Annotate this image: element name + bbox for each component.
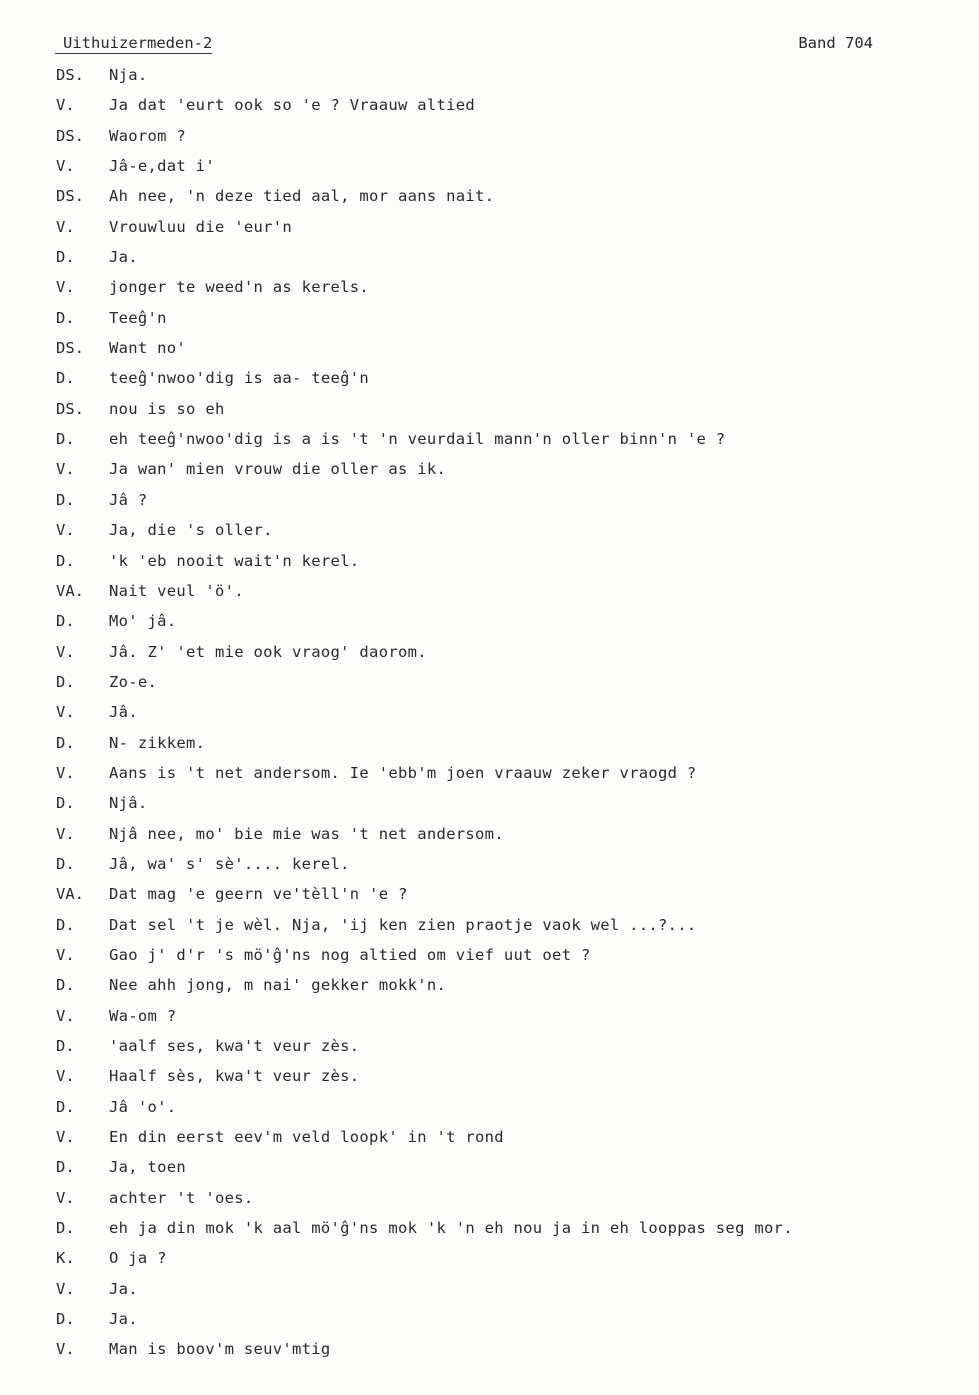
transcript-line (0, 93, 979, 123)
utterance-text: Jâ-e,dat i' (109, 157, 215, 176)
transcript-line (0, 640, 979, 670)
transcript-line (0, 852, 979, 882)
speaker-label: D. (56, 248, 75, 267)
speaker-label: V. (56, 824, 75, 843)
utterance-text: Vrouwluu die 'eur'n (109, 217, 293, 236)
transcript-line (0, 518, 979, 548)
utterance-text: 'k 'eb nooit wait'n kerel. (109, 551, 360, 570)
speaker-label: V. (56, 1128, 75, 1147)
speaker-label: D. (56, 551, 75, 570)
speaker-label: DS. (56, 187, 84, 206)
utterance-text: Ja. (109, 1310, 138, 1329)
utterance-text: Jâ. (109, 703, 138, 722)
transcript-line (0, 306, 979, 336)
utterance-text: Ja. (109, 248, 138, 267)
speaker-label: D. (56, 915, 75, 934)
utterance-text: Njâ. (109, 794, 148, 813)
transcript-line (0, 1155, 979, 1185)
transcript-line (0, 1034, 979, 1064)
speaker-label: DS. (56, 399, 84, 418)
speaker-label: D. (56, 369, 75, 388)
speaker-label: V. (56, 945, 75, 964)
utterance-text: Dat mag 'e geern ve'tèll'n 'e ? (109, 885, 408, 904)
transcript-line (0, 366, 979, 396)
transcript-line (0, 245, 979, 275)
utterance-text: nou is so eh (109, 399, 225, 418)
utterance-text: Mo' jâ. (109, 612, 177, 631)
transcript-line (0, 1337, 979, 1367)
speaker-label: D. (56, 1097, 75, 1116)
transcript-line (0, 1064, 979, 1094)
utterance-text: teeĝ'nwoo'dig is aa- teeĝ'n (109, 369, 370, 388)
transcript-line (0, 154, 979, 184)
utterance-text: Teeĝ'n (109, 308, 167, 327)
speaker-label: V. (56, 157, 75, 176)
transcript-body (0, 63, 979, 1368)
transcript-line (0, 336, 979, 366)
utterance-text: jonger te weed'n as kerels. (109, 278, 370, 297)
utterance-text: Ah nee, 'n deze tied aal, mor aans nait. (109, 187, 495, 206)
speaker-label: V. (56, 1067, 75, 1086)
utterance-text: Zo-e. (109, 672, 158, 691)
utterance-text: O ja ? (109, 1249, 167, 1268)
utterance-text: Njâ nee, mo' bie mie was 't net andersom. (109, 824, 504, 843)
utterance-text: Haalf sès, kwa't veur zès. (109, 1067, 360, 1086)
utterance-text: Waorom ? (109, 126, 187, 145)
utterance-text: Ja dat 'eurt ook so 'e ? Vraauw altied (109, 96, 476, 115)
speaker-label: D. (56, 733, 75, 752)
speaker-label: VA. (56, 581, 84, 600)
transcript-line (0, 427, 979, 457)
transcript-line (0, 184, 979, 214)
transcript-line (0, 397, 979, 427)
transcript-line (0, 913, 979, 943)
transcript-line (0, 973, 979, 1003)
utterance-text: Jâ. Z' 'et mie ook vraog' daorom. (109, 642, 427, 661)
transcript-line (0, 488, 979, 518)
transcript-line (0, 1307, 979, 1337)
transcript-line (0, 791, 979, 821)
transcript-line (0, 822, 979, 852)
transcript-line (0, 700, 979, 730)
transcript-line (0, 1095, 979, 1125)
utterance-text: Jâ ? (109, 490, 148, 509)
utterance-text: Dat sel 't je wèl. Nja, 'ij ken zien praotje vaok wel ...?... (109, 915, 697, 934)
band-number: Band 704 (798, 34, 873, 52)
speaker-label: V. (56, 1340, 75, 1359)
speaker-label: V. (56, 642, 75, 661)
speaker-label: V. (56, 521, 75, 540)
speaker-label: D. (56, 672, 75, 691)
utterance-text: Jâ, wa' s' sè'.... kerel. (109, 854, 350, 873)
transcript-line (0, 882, 979, 912)
utterance-text: En din eerst eev'm veld loopk' in 't rond (109, 1128, 504, 1147)
utterance-text: Man is boov'm seuv'mtig (109, 1340, 331, 1359)
speaker-label: D. (56, 430, 75, 449)
speaker-label: D. (56, 1219, 75, 1238)
speaker-label: D. (56, 854, 75, 873)
transcript-line (0, 124, 979, 154)
speaker-label: D. (56, 1310, 75, 1329)
utterance-text: Nja. (109, 66, 148, 84)
transcript-line (0, 1004, 979, 1034)
utterance-text: Ja wan' mien vrouw die oller as ik. (109, 460, 447, 479)
transcript-line (0, 1125, 979, 1155)
utterance-text: N- zikkem. (109, 733, 206, 752)
transcript-line (0, 579, 979, 609)
transcript-line (0, 549, 979, 579)
utterance-text: eh ja din mok 'k aal mö'ĝ'ns mok 'k 'n eh nou ja in eh looppas seg mor. (109, 1219, 793, 1238)
speaker-label: V. (56, 1188, 75, 1207)
speaker-label: D. (56, 1037, 75, 1055)
transcript-line (0, 943, 979, 973)
utterance-text: Ja. (109, 1279, 138, 1298)
speaker-label: D. (56, 794, 75, 813)
utterance-text: Aans is 't net andersom. Ie 'ebb'm joen vraauw zeker vraogd ? (109, 763, 697, 782)
speaker-label: D. (56, 1158, 75, 1177)
transcript-line (0, 1246, 979, 1276)
utterance-text: Want no' (109, 339, 187, 358)
utterance-text: Wa-om ? (109, 1006, 177, 1025)
speaker-label: V. (56, 278, 75, 297)
utterance-text: eh teeĝ'nwoo'dig is a is 't 'n veurdail mann'n oller binn'n 'e ? (109, 430, 726, 449)
transcript-line (0, 609, 979, 639)
speaker-label: V. (56, 763, 75, 782)
speaker-label: V. (56, 460, 75, 479)
speaker-label: V. (56, 217, 75, 236)
transcript-line (0, 1186, 979, 1216)
transcript-line (0, 457, 979, 487)
transcript-line (0, 1216, 979, 1246)
utterance-text: achter 't 'oes. (109, 1188, 254, 1207)
transcript-line (0, 761, 979, 791)
utterance-text: Nee ahh jong, m nai' gekker mokk'n. (109, 976, 447, 995)
utterance-text: Jâ 'o'. (109, 1097, 177, 1116)
speaker-label: DS. (56, 126, 84, 145)
utterance-text: Ja, die 's oller. (109, 521, 273, 540)
speaker-label: V. (56, 703, 75, 722)
speaker-label: K. (56, 1249, 75, 1268)
utterance-text: Gao j' d'r 's mö'ĝ'ns nog altied om vief uut oet ? (109, 945, 591, 964)
speaker-label: D. (56, 308, 75, 327)
transcript-line (0, 275, 979, 305)
speaker-label: D. (56, 612, 75, 631)
transcript-line (0, 731, 979, 761)
speaker-label: DS. (56, 66, 84, 84)
speaker-label: DS. (56, 339, 84, 358)
speaker-label: V. (56, 1279, 75, 1298)
speaker-label: D. (56, 976, 75, 995)
utterance-text: Ja, toen (109, 1158, 187, 1177)
utterance-text: 'aalf ses, kwa't veur zès. (109, 1037, 360, 1055)
page-header (55, 33, 875, 57)
transcript-line (0, 63, 979, 93)
utterance-text: Nait veul 'ö'. (109, 581, 244, 600)
transcript-line (0, 1277, 979, 1307)
speaker-label: D. (56, 490, 75, 509)
transcript-line (0, 670, 979, 700)
transcript-line (0, 215, 979, 245)
speaker-label: V. (56, 1006, 75, 1025)
speaker-label: V. (56, 96, 75, 115)
document-title: Uithuizermeden-2 (55, 33, 212, 54)
speaker-label: VA. (56, 885, 84, 904)
